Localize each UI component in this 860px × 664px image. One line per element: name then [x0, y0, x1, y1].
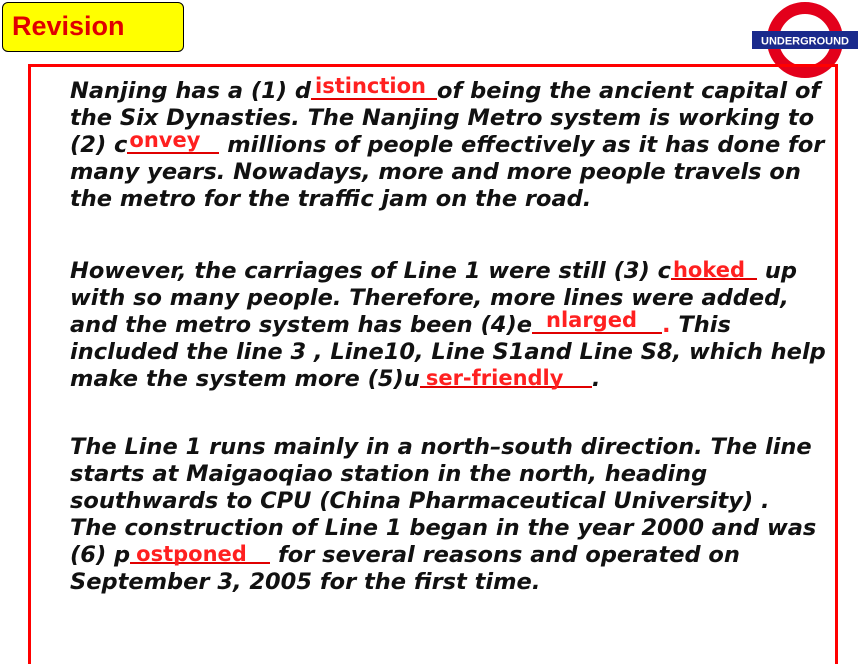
para3-line5 — [70, 542, 840, 569]
paragraph-2 — [70, 258, 840, 393]
answer-4-period: . — [662, 312, 671, 338]
para2-line1-text-b: up — [756, 258, 797, 284]
para1-line2: the Six Dynasties. The Nanjing Metro system is working to — [70, 105, 815, 131]
para2-line5-text-a: make the system more (5)u — [70, 366, 420, 392]
para3-line5-text-a: (6) p — [70, 542, 131, 568]
paragraph-3 — [70, 434, 840, 596]
para2-line2: with so many people. Therefore, more lines were added, — [70, 285, 789, 311]
answer-2: onvey — [129, 128, 201, 152]
answer-4: nlarged — [546, 308, 637, 332]
para2-line1-text-a: However, the carriages of Line 1 were still (3) c — [70, 258, 671, 284]
paragraph-1 — [70, 74, 840, 213]
para3-line3: southwards to CPU (China Pharmaceutical University) . — [70, 488, 770, 514]
para2-line1 — [70, 258, 840, 285]
blank-6 — [130, 544, 270, 564]
para1-line1-text-a: Nanjing has a (1) d — [70, 78, 312, 104]
para2-line3-text-a: and the metro system has been (4)e — [70, 312, 532, 338]
revision-title: Revision — [12, 11, 125, 41]
para2-line5-text-b: . — [591, 366, 601, 392]
para3-line1: The Line 1 runs mainly in a north–south direction. The line — [70, 434, 812, 460]
answer-6: ostponed — [136, 542, 247, 566]
answer-3: hoked — [672, 258, 746, 282]
blank-2 — [127, 128, 219, 154]
para2-line3 — [70, 308, 840, 339]
para1-line3-text-b: millions of people effectively as it has done for — [219, 132, 825, 158]
para2-line3-text-b: This — [670, 312, 731, 338]
blank-5 — [420, 368, 592, 388]
para3-line6: September 3, 2005 for the first time. — [70, 569, 541, 595]
para3-line4: The construction of Line 1 began in the year 2000 and was — [70, 515, 817, 541]
blank-4 — [532, 308, 662, 334]
para2-line5 — [70, 366, 840, 393]
underground-logo-text: UNDERGROUND — [761, 35, 849, 48]
para1-line3-text-a: (2) c — [70, 132, 128, 158]
para1-line4: many years. Nowadays, more and more people travels on — [70, 159, 801, 185]
para1-line5: the metro for the traffic jam on the road. — [70, 186, 592, 212]
para1-line1-text-b: of being the ancient capital of — [437, 78, 821, 104]
para1-line3 — [70, 128, 840, 159]
answer-5: ser-friendly — [425, 366, 564, 390]
para3-line5-text-b: for several reasons and operated on — [270, 542, 740, 568]
para3-line2: starts at Maigaoqiao station in the north, heading — [70, 461, 708, 487]
answer-1: istinction — [315, 74, 426, 98]
para2-line4: included the line 3 , Line10, Line S1and Line S8, which help — [70, 339, 826, 365]
blank-3 — [671, 260, 757, 280]
revision-title-box — [2, 2, 184, 52]
blank-1 — [311, 74, 437, 100]
para1-line1 — [70, 74, 840, 105]
